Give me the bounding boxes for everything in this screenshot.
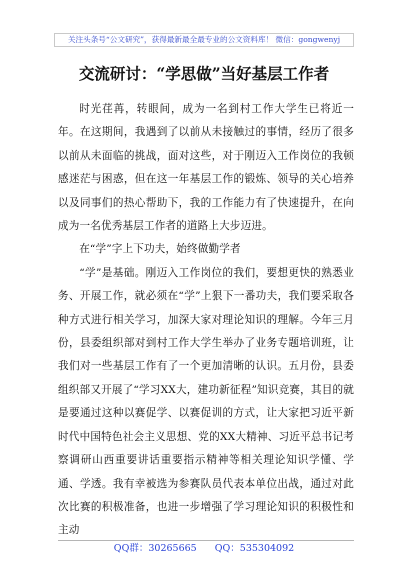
footer-qq: QQ：535304092 bbox=[214, 543, 295, 554]
footer-qq-group: QQ群：30265665 bbox=[113, 543, 197, 554]
body-paragraph: “学”是基础。刚迈入工作岗位的我们，要想更快的熟悉业务、开展工作，就必须在“学”上狠下一番功夫，我们要采取各种方式进行相关学习，加深大家对理论知识的理解。今年三月份，县委组织部对到村工作大学生举办了业务专题培训班，让我们对一些基层工作有了一个更加清晰的认识。五月份，县委组织部又开展了“学习XX大，建功新征程”知识竞赛，其目的就是要通过这种以赛促学、以赛促训的方式，让大家把习近平新时代中国特色社会主义思想、党的XX大精神、习近平总书记考察调研山西重要讲话重要指示精神等相关理论知识学懂、学通、学透。我有幸被选为参赛队员代表本单位出战，通过对此次比赛的积极准备，也进一步增强了学习理论知识的积极性和主动 bbox=[58, 266, 354, 537]
intro-paragraph: 时光荏苒，转眼间，成为一名到村工作大学生已将近一年。在这期间，我遇到了以前从未接触过的事情，经历了很多以前从未面临的挑战，面对这些，对于刚迈入工作岗位的我顿感迷茫与困惑，但在这一年基层工作的锻炼、领导的关心培养以及同事们的热心帮助下，我的工作能力有了快速提升，在向成为一名优秀基层工作者的道路上大步迈进。 bbox=[58, 103, 354, 233]
footer-divider bbox=[58, 540, 354, 541]
page-footer bbox=[0, 542, 408, 556]
section-heading: 在“学”字上下功夫，始终做勤学者 bbox=[79, 243, 241, 256]
document-body bbox=[58, 98, 354, 543]
top-banner: 关注头条号“公文研究”，获得最新最全最专业的公文资料库！ 微信：gongwenyj bbox=[54, 33, 354, 47]
document-title: 交流研讨：“学思做”当好基层工作者 bbox=[78, 64, 330, 83]
